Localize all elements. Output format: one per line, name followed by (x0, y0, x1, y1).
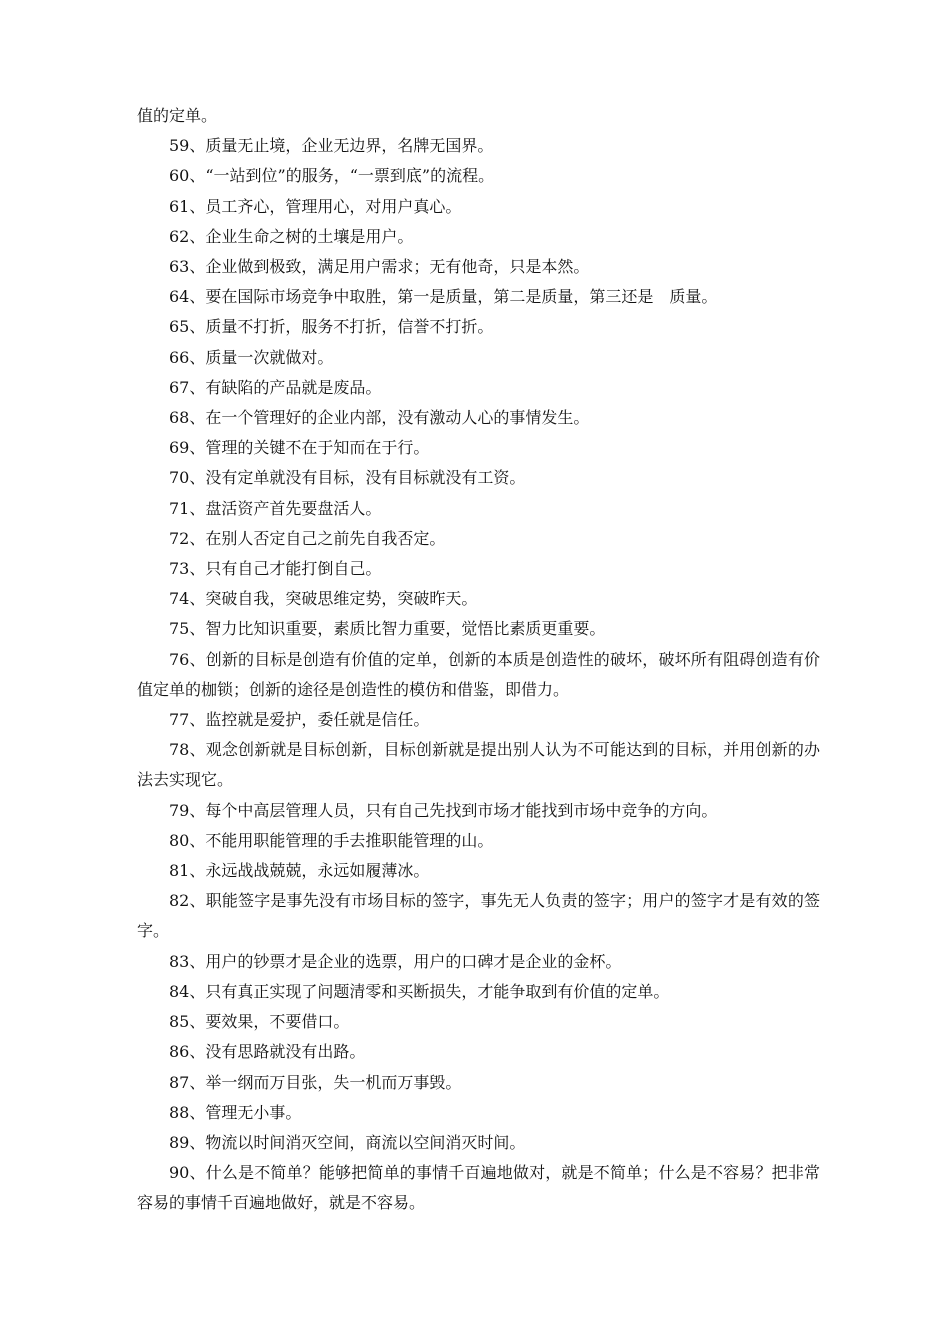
list-item: 70、没有定单就没有目标，没有目标就没有工资。 (169, 468, 526, 488)
list-item: 75、智力比知识重要，素质比智力重要，觉悟比素质更重要。 (169, 619, 606, 639)
list-item: 84、只有真正实现了问题清零和买断损失，才能争取到有价值的定单。 (169, 981, 670, 1001)
list-item: 72、在别人否定自己之前先自我否定。 (169, 528, 446, 548)
list-item: 69、管理的关键不在于知而在于行。 (169, 438, 430, 458)
list-item: 71、盘活资产首先要盘活人。 (169, 498, 382, 518)
list-item: 67、有缺陷的产品就是废品。 (169, 377, 382, 397)
list-item: 88、管理无小事。 (169, 1102, 302, 1122)
list-item: 87、举一纲而万目张，失一机而万事毁。 (169, 1072, 462, 1092)
list-item: 60、“一站到位”的服务，“一票到底”的流程。 (169, 166, 495, 186)
list-item: 83、用户的钞票才是企业的选票，用户的口碑才是企业的金杯。 (169, 951, 622, 971)
list-item: 64、要在国际市场竞争中取胜，第一是质量，第二是质量，第三还是 质量。 (169, 287, 718, 307)
list-item: 76、创新的目标是创造有价值的定单，创新的本质是创造性的破坏，破坏所有阻碍创造有价值定单的枷锁；创新的途径是创造性的模仿和借鉴，即借力。 (137, 649, 820, 699)
list-item: 89、物流以时间消灭空间，商流以空间消灭时间。 (169, 1132, 526, 1152)
continuation-paragraph: 值的定单。 (137, 106, 218, 125)
list-item: 81、永远战战兢兢，永远如履薄冰。 (169, 861, 430, 881)
list-item: 73、只有自己才能打倒自己。 (169, 559, 382, 579)
list-item: 68、在一个管理好的企业内部，没有激动人心的事情发生。 (169, 408, 590, 428)
list-item: 74、突破自我，突破思维定势，突破昨天。 (169, 589, 478, 609)
list-item: 63、企业做到极致，满足用户需求；无有他奇，只是本然。 (169, 257, 590, 277)
document-body (137, 101, 820, 1219)
list-item: 59、质量无止境，企业无边界，名牌无国界。 (169, 136, 494, 156)
list-item: 78、观念创新就是目标创新，目标创新就是提出别人认为不可能达到的目标，并用创新的办法去实现它。 (137, 740, 820, 790)
list-item: 62、企业生命之树的土壤是用户。 (169, 226, 414, 246)
list-item: 77、监控就是爱护，委任就是信任。 (169, 710, 430, 730)
list-item: 66、质量一次就做对。 (169, 347, 334, 367)
list-item: 82、职能签字是事先没有市场目标的签字，事先无人负责的签字；用户的签字才是有效的签字。 (137, 891, 820, 941)
list-item: 80、不能用职能管理的手去推职能管理的山。 (169, 830, 494, 850)
list-item: 90、什么是不简单？能够把简单的事情千百遍地做对，就是不简单；什么是不容易？把非常容易的事情千百遍地做好，就是不容易。 (137, 1163, 820, 1213)
list-item: 86、没有思路就没有出路。 (169, 1042, 366, 1062)
list-item: 61、员工齐心，管理用心，对用户真心。 (169, 196, 462, 216)
list-item: 85、要效果，不要借口。 (169, 1012, 350, 1032)
list-item: 79、每个中高层管理人员，只有自己先找到市场才能找到市场中竞争的方向。 (169, 800, 718, 820)
list-item: 65、质量不打折，服务不打折，信誉不打折。 (169, 317, 494, 337)
